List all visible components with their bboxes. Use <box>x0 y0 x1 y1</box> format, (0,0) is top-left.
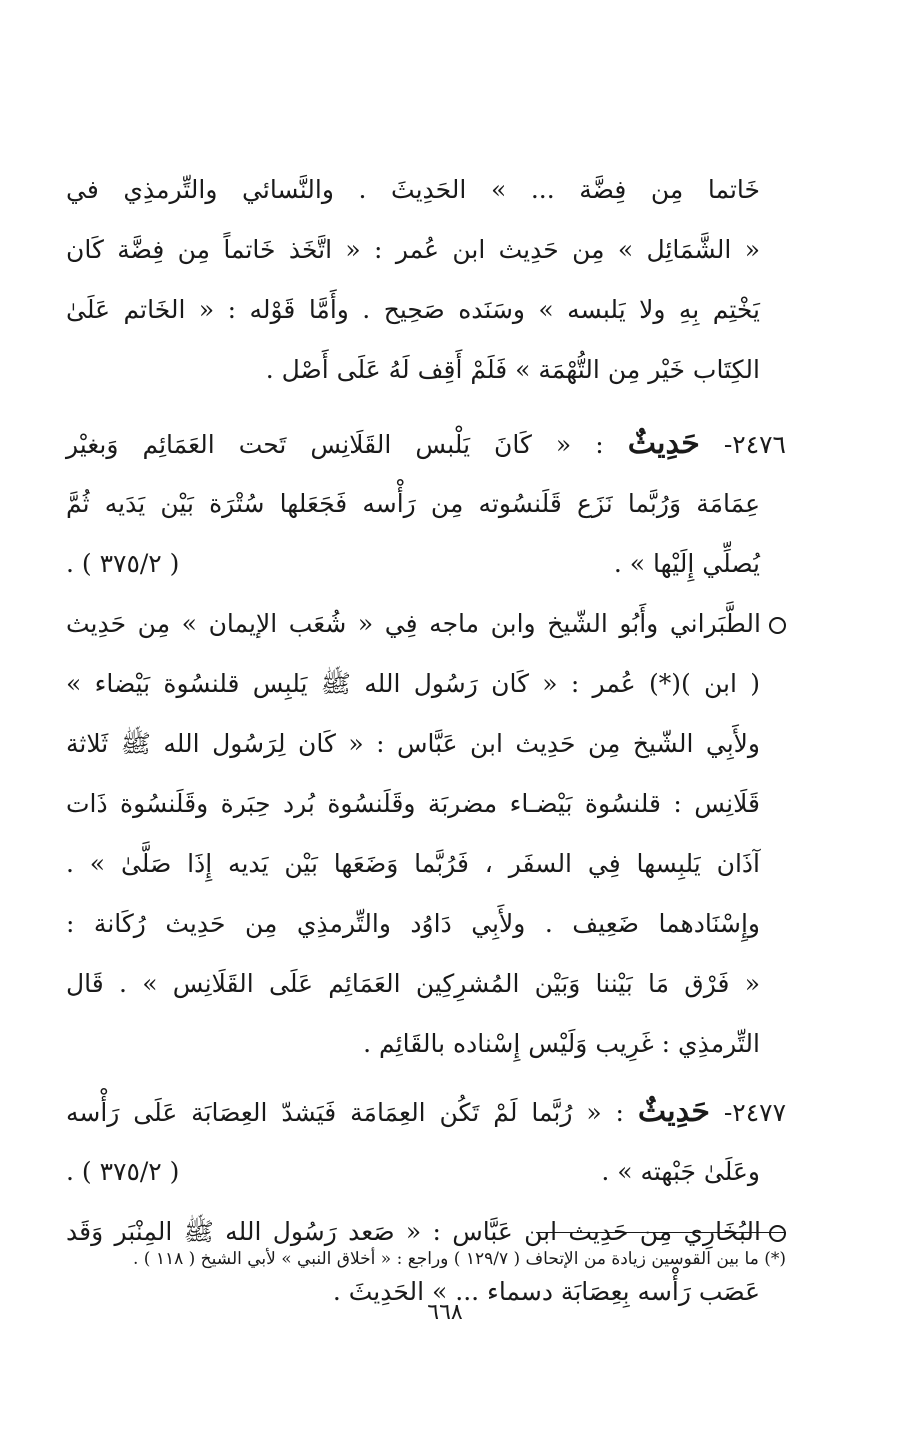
commentary-line: عَصَب رَأْسه بِعِصَابَة دسماء ... » الحَدِيثَ . <box>332 1277 760 1306</box>
commentary-text: الطَّبَراني وأَبُو الشّيخ وابن ماجه فِي « شُعَب الإيمان » مِن حَدِيث <box>66 609 761 638</box>
hadith-number: ٢٤٧٧- <box>723 1098 786 1127</box>
footnote-divider <box>536 1232 786 1233</box>
circle-bullet-icon <box>769 617 786 634</box>
hadith-line-with-ref <box>66 1142 786 1202</box>
hadith-line: وعَلَىٰ جَبْهته » . <box>601 1157 760 1186</box>
commentary-line <box>66 594 786 654</box>
hadith-reference: ( ٣٧٥/٢ ) . <box>66 1157 180 1186</box>
hadith-2477-head <box>66 1082 786 1142</box>
hadith-2477 <box>66 1082 786 1322</box>
commentary-line: آذَان يَلبِسها فِي السفَر ، فَرُبَّما وَضَعَها بَيْن يَديه إِذَا صَلَّىٰ » . <box>66 849 760 878</box>
hadith-line: عِمَامَة وَرُبَّما نَزَع قَلَنسُوته مِن رَأْسه فَجَعَلها سُتْرَة بَيْن يَدَيه ثُمَّ <box>66 489 760 518</box>
hadith-number: ٢٤٧٦- <box>723 430 786 459</box>
page-number: ٦٦٨ <box>427 1300 463 1325</box>
commentary-line: « فَرْق مَا بَيْننا وَبَيْن المُشرِكِين العَمَائِم عَلَى القَلَانِس » . قَال <box>66 969 760 998</box>
hadith-2476 <box>66 414 786 1074</box>
hadith-text: : « كَانَ يَلْبس القَلَانِس تَحت العَمَائِم وَبغيْر <box>66 430 604 459</box>
commentary-text: البُخَارِي مِن حَدِيث ابن عَبَّاس : « صَعد رَسُول الله ﷺ المِنْبَر وَقَد <box>66 1217 761 1246</box>
commentary-line: ( ابن )(*) عُمر : « كَان رَسُول الله ﷺ يَلبِس قلنسُوة بَيْضاء » <box>66 669 760 698</box>
hadith-reference: ( ٣٧٥/٢ ) . <box>66 549 180 578</box>
hadith-label: حَدِيثٌ <box>637 1094 710 1129</box>
intro-line: « الشَّمَائِل » مِن حَدِيث ابن عُمر : « اتَّخَذ خَاتماً مِن فِضَّة كَان <box>66 235 760 264</box>
hadith-line: يُصلِّي إِلَيْها » . <box>613 549 760 578</box>
commentary-line: وإِسْنَادهما ضَعِيف . ولأَبِي دَاوُد والتِّرمذِي مِن حَدِيث رُكَانة : <box>66 909 760 938</box>
commentary-line: قَلَانِس : قلنسُوة بَيْضـاء مضربَة وقَلَنسُوة بُرد حِبَرة وقَلَنسُوة ذَات <box>66 789 760 818</box>
intro-line: الكِتَاب خَيْر مِن التُّهْمَة » فَلَمْ أَقِف لَهُ عَلَى أَصْل . <box>265 355 760 384</box>
commentary-line: ولأَبِي الشّيخ مِن حَدِيث ابن عَبَّاس : « كَان لِرَسُول الله ﷺ ثَلاثة <box>66 729 760 758</box>
hadith-label: حَدِيثٌ <box>627 426 700 461</box>
hadith-line-with-ref <box>66 534 786 594</box>
hadith-2476-head <box>66 414 786 474</box>
page-body <box>66 160 786 1330</box>
commentary-line: التِّرمذِي : غَرِيب وَلَيْس إِسْناده بالقَائِم . <box>363 1029 760 1058</box>
intro-line: خَاتما مِن فِضَّة ... » الحَدِيثَ . والنَّسائي والتِّرمذِي في <box>66 175 760 204</box>
intro-paragraph <box>66 160 786 400</box>
footnote: (*) ما بين القوسين زيادة من الإتحاف ( ١٢٩/٧ ) وراجع : « أخلاق النبي » لأبي الشيخ ( ١١٨ ) . <box>132 1249 786 1269</box>
intro-line: يَخْتِم بِهِ ولا يَلبسه » وسَنَده صَحِيح . وأَمَّا قَوْله : « الخَاتم عَلَىٰ <box>66 295 760 324</box>
hadith-text: : « رُبَّما لَمْ تَكُن العِمَامَة فَيَشدّ العِصَابَة عَلَى رَأْسه <box>66 1098 624 1127</box>
circle-bullet-icon <box>769 1225 786 1242</box>
